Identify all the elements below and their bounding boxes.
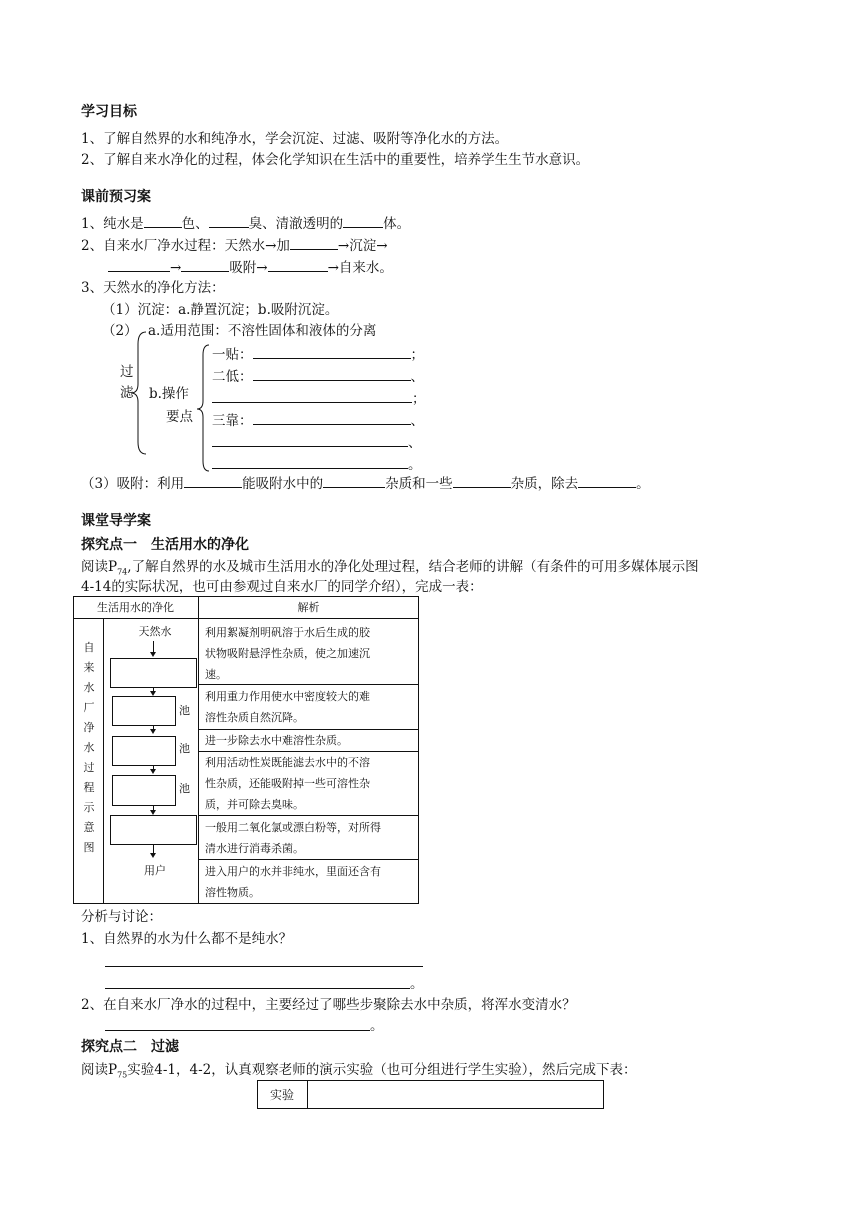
point-1-blank[interactable]: [253, 344, 411, 359]
discussion-heading: 分析与讨论：: [81, 909, 162, 925]
flow-start-label: 天然水: [138, 625, 172, 638]
dq1-period: 。: [410, 976, 424, 992]
diagram-side-label-11: 图: [83, 841, 95, 854]
explore1-intro-b: ,了解自然界的水及城市生活用水的净化处理过程，结合老师的讲解（有条件的可用多媒体展示图: [127, 559, 699, 575]
preview-q3-3: [81, 473, 650, 493]
analysis-divider-4: [198, 815, 419, 816]
q33-blank-1[interactable]: [184, 473, 242, 488]
flow-pool-label-3: 池: [179, 782, 190, 795]
q2-text-e: →自来水。: [327, 260, 393, 276]
point-3-end: 、: [410, 413, 424, 429]
filter-label-1: 过: [120, 364, 134, 380]
point-3-blank[interactable]: [253, 410, 411, 425]
q1-text-b: 色、: [181, 216, 209, 232]
flow-step-box-4[interactable]: [112, 775, 176, 806]
flow-step-box-3[interactable]: [112, 736, 176, 766]
diagram-side-label-6: 水: [83, 741, 95, 754]
q2-blank-1[interactable]: [290, 235, 338, 250]
discussion-q1: 1、自然界的水为什么都不是纯水？: [81, 931, 293, 947]
diagram-side-label-8: 程: [83, 781, 95, 794]
q1-text-d: 体。: [383, 216, 411, 232]
diagram-side-label-9: 示: [83, 801, 95, 814]
diagram-side-label-4: 厂: [83, 701, 95, 714]
flow-step-box-1[interactable]: [110, 658, 197, 688]
flow-pool-label-2: 池: [179, 742, 190, 755]
q1-text-a: 1、纯水是: [81, 216, 144, 232]
analysis-row-6: 进入用户的水并非纯水，里面还含有 溶性物质。: [205, 865, 381, 899]
point-2-label: 二低：: [212, 369, 253, 385]
explore2-intro-a: 阅读P: [81, 1062, 118, 1078]
point-2b: [212, 388, 426, 408]
experiment-cell[interactable]: [308, 1081, 603, 1108]
q33-text-c: 杂质和一些: [385, 476, 453, 492]
explore2-intro-page: 75: [117, 1070, 128, 1080]
operation-label-2: 要点: [166, 409, 193, 425]
q2-text-c: →: [170, 260, 182, 276]
q2-blank-3[interactable]: [181, 257, 229, 272]
diagram-side-label-10: 意: [83, 821, 95, 834]
preview-q2-line2: [108, 257, 393, 277]
table-col2-header: 解析: [297, 601, 320, 614]
goals-heading: 学习目标: [81, 104, 137, 120]
q2-text-b: →沉淀→: [337, 238, 388, 254]
diagram-side-label-1: 自: [83, 641, 95, 654]
point-1-label: 一贴：: [212, 347, 253, 363]
preview-q2-line1: [81, 235, 388, 255]
q2-blank-4[interactable]: [268, 257, 328, 272]
point-1: [212, 344, 424, 364]
discussion-q2: 2、在自来水厂净水的过程中，主要经过了哪些步聚除去水中杂质，将浑水变清水？: [81, 997, 576, 1013]
flow-arrow-3: [150, 769, 156, 774]
analysis-row-5: 一般用二氧化氯或漂白粉等，对所得 清水进行消毒杀菌。: [205, 821, 381, 855]
q1-blank-1[interactable]: [144, 213, 182, 228]
point-3c-end: 。: [408, 457, 422, 473]
flow-arrow-0: [150, 652, 156, 657]
operation-label-1: b.操作: [149, 386, 189, 402]
q33-text-a: （3）吸附：利用: [81, 476, 185, 492]
point-2-blank[interactable]: [253, 366, 411, 381]
flow-step-box-5[interactable]: [110, 815, 197, 845]
preview-q3: 3、天然水的净化方法：: [81, 280, 225, 296]
preview-heading: 课前预习案: [81, 189, 151, 205]
q33-text-d: 杂质，除去: [510, 476, 579, 492]
diagram-side-label-5: 净: [83, 721, 95, 734]
experiment-label: 实验: [269, 1088, 294, 1102]
point-3b-end: 、: [408, 435, 422, 451]
flow-end-label: 用户: [144, 864, 166, 877]
analysis-row-4: 利用活动性炭既能滤去水中的不溶 性杂质，还能吸附掉一些可溶性杂 质，并可除去臭味。: [205, 756, 370, 811]
preview-q3-2-num: （2）: [102, 323, 138, 339]
guide-heading: 课堂导学案: [81, 513, 151, 529]
q1-blank-3[interactable]: [343, 213, 383, 228]
dq1-answer-line-1[interactable]: [105, 966, 423, 967]
point-2-end: 、: [410, 369, 424, 385]
analysis-row-2: 利用重力作用使水中密度较大的难 溶性杂质自然沉降。: [205, 690, 370, 724]
point-2b-blank[interactable]: [212, 388, 412, 403]
dq1-answer-line-2[interactable]: [105, 988, 410, 989]
table-col-divider: [198, 596, 199, 904]
q33-text-e: 。: [636, 476, 650, 492]
preview-q3-1: （1）沉淀：a.静置沉淀；b.吸附沉淀。: [102, 302, 339, 318]
explore2-intro-b: 实验4-1，4-2，认真观察老师的演示实验（也可分组进行学生实验），然后完成下表：: [127, 1062, 637, 1078]
dq2-period: 。: [370, 1018, 384, 1034]
q2-blank-2[interactable]: [108, 257, 170, 272]
explore1-intro-line2: 4-14的实际状况，也可由参观过自来水厂的同学介绍），完成一表：: [81, 579, 483, 595]
analysis-divider-2: [198, 729, 419, 730]
point-2: [212, 366, 424, 386]
point-2b-end: ；: [412, 391, 426, 407]
explore1-intro-a: 阅读P: [81, 559, 118, 575]
point-1-end: ；: [410, 347, 424, 363]
point-3: [212, 410, 424, 430]
point-3c-blank[interactable]: [212, 454, 408, 469]
q1-blank-2[interactable]: [209, 213, 249, 228]
point-3-label: 三靠：: [212, 413, 253, 429]
analysis-divider-5: [198, 859, 419, 860]
table-col1-header: 生活用水的净化: [97, 601, 174, 614]
q33-blank-4[interactable]: [578, 473, 636, 488]
flow-arrow-5: [150, 853, 156, 858]
operation-brace: [195, 343, 211, 473]
table-side-divider: [103, 618, 104, 904]
filter-label-2: 滤: [120, 385, 134, 401]
flow-step-box-2[interactable]: [112, 696, 176, 726]
analysis-row-3: 进一步除去水中难溶性杂质。: [205, 734, 348, 747]
dq2-answer-line[interactable]: [105, 1030, 370, 1031]
diagram-side-label-2: 来: [83, 661, 95, 674]
flow-pool-label-1: 池: [179, 704, 190, 717]
q33-blank-3[interactable]: [453, 473, 511, 488]
analysis-row-1: 利用絮凝剂明矾溶于水后生成的胶 状物吸附悬浮性杂质，使之加速沉 速。: [205, 626, 370, 681]
preview-q3-2-a: a.适用范围：不溶性固体和液体的分离: [148, 323, 377, 339]
filter-brace: [128, 330, 148, 456]
explore1-intro-page: 74: [117, 567, 128, 577]
preview-q1: [81, 213, 410, 233]
point-3c: [212, 454, 422, 474]
q33-blank-2[interactable]: [323, 473, 385, 488]
goal-item-1: 1、了解自然界的水和纯净水，学会沉淀、过滤、吸附等净化水的方法。: [81, 131, 509, 147]
point-3b: [212, 432, 422, 452]
q33-text-b: 能吸附水中的: [242, 476, 324, 492]
explore1-title: 探究点一 生活用水的净化: [81, 537, 249, 553]
goal-item-2: 2、了解自来水净化的过程，体会化学知识在生活中的重要性，培养学生生节水意识。: [81, 152, 590, 168]
q2-text-d: 吸附→: [229, 260, 268, 276]
table-header-line: [73, 618, 419, 619]
explore2-title: 探究点二 过滤: [81, 1039, 179, 1055]
diagram-side-label-7: 过: [83, 761, 95, 774]
flow-arrow-2: [150, 729, 156, 734]
q1-text-c: 臭、清澈透明的: [248, 216, 344, 232]
q2-text-a: 2、自来水厂净水过程：天然水→加: [81, 238, 290, 254]
point-3b-blank[interactable]: [212, 432, 408, 447]
diagram-side-label-3: 水: [83, 681, 95, 694]
